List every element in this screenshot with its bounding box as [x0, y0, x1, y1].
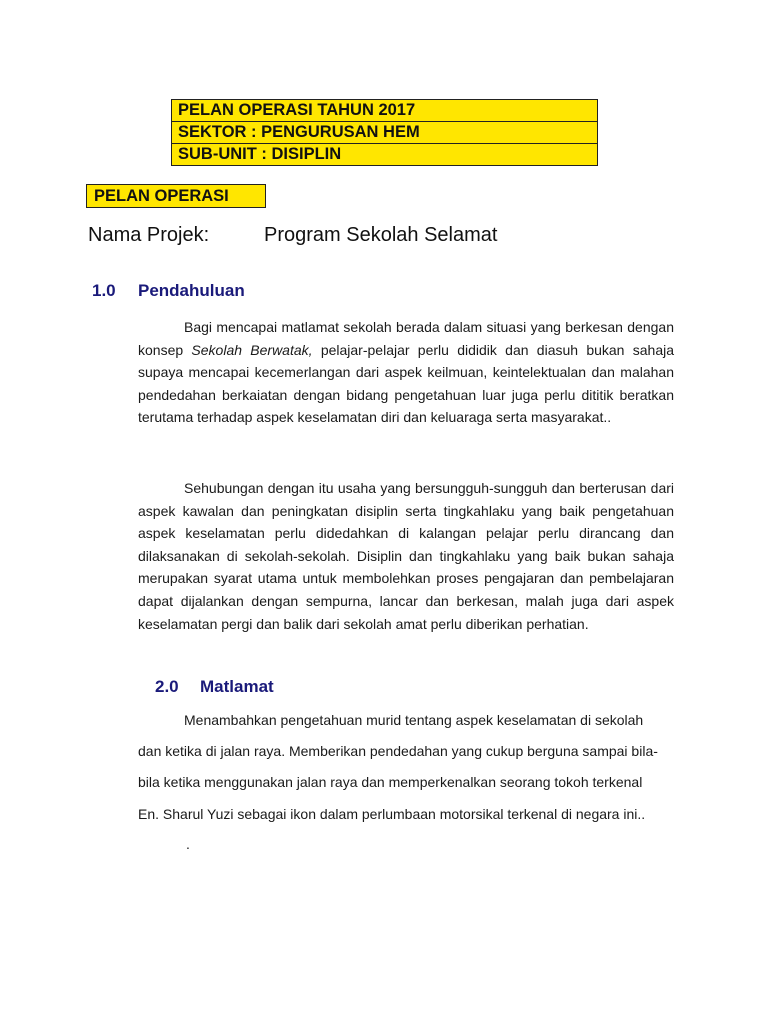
section-1-paragraph-2 [138, 477, 674, 635]
p1-text-b: pelajar-pelajar perlu dididik dan diasuh bukan sahaja supaya mencapai kecemerlangan dari aspek keilmuan, keintelektualan dan malahan pendedahan berkaiatan dengan bidang pengetahuan luar juga perlu dititik beratkan terutama terhadap aspek keselamatan diri dan keluaraga serta masyarakat.. [138, 341, 674, 426]
matlamat-line-1: Menambahkan pengetahuan murid tentang aspek keselamatan di sekolah [184, 712, 644, 728]
section-2-paragraph [138, 705, 678, 830]
p1-text-a: Bagi mencapai matlamat sekolah berada dalam situasi yang berkesan dengan konsep [138, 319, 674, 358]
section-2-title: Matlamat [200, 677, 274, 696]
p2-text: Sehubungan dengan itu usaha yang bersungguh-sungguh dan berterusan dari aspek kawalan dan peningkatan disiplin serta tingkahlaku yang baik pengetahuan aspek keselamatan perlu didedahkan di kalangan pelajar perlu dirancang dan dilaksanakan di sekolah-sekolah. Disiplin dan tingkahlaku yang baik bukan sahaja merupakan syarat utama untuk membolehkan proses pengajaran dan pembelajaran dapat dijalankan dengan sempurna, lancar dan berkesan, malah juga dari aspek keselamatan pergi dan balik dari sekolah amat perlu diberikan perhatian. [138, 480, 674, 632]
header-sector: SEKTOR : PENGURUSAN HEM [172, 122, 598, 144]
header-table [171, 99, 598, 166]
matlamat-line-2: dan ketika di jalan raya. Memberikan pendedahan yang cukup berguna sampai bila- [138, 743, 658, 760]
header-title: PELAN OPERASI TAHUN 2017 [172, 100, 598, 122]
trailing-dot: . [186, 836, 190, 852]
section-1-title: Pendahuluan [138, 281, 245, 300]
section-1-paragraph-1 [138, 316, 674, 429]
pelan-operasi-label: PELAN OPERASI [86, 184, 266, 208]
matlamat-line-3: bila ketika menggunakan jalan raya dan memperkenalkan seorang tokoh terkenal [138, 774, 643, 791]
project-name-label: Nama Projek: [88, 224, 210, 246]
project-name-value: Program Sekolah Selamat [264, 224, 498, 246]
section-2-number: 2.0 [155, 677, 179, 696]
matlamat-line-4: En. Sharul Yuzi sebagai ikon dalam perlumbaan motorsikal terkenal di negara ini.. [138, 805, 646, 822]
section-1-number: 1.0 [92, 281, 116, 300]
header-subunit: SUB-UNIT : DISIPLIN [172, 144, 598, 166]
p1-text-italic: Sekolah Berwatak, [191, 341, 313, 358]
